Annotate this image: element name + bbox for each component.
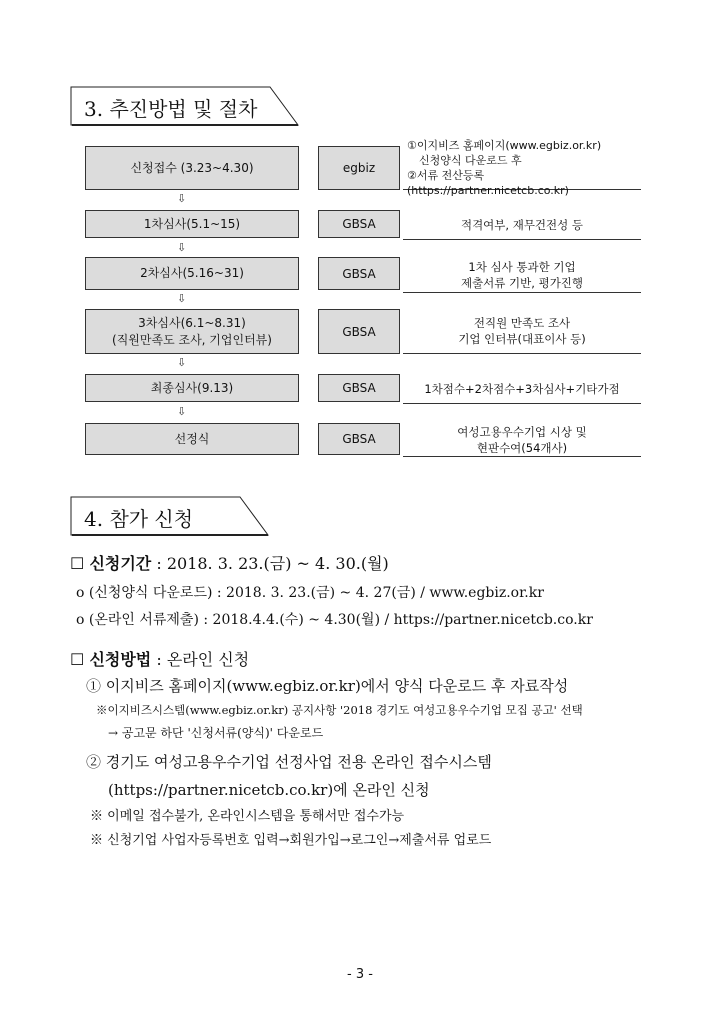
down-arrow-icon: ⇩ — [177, 292, 187, 305]
down-arrow-icon: ⇩ — [177, 241, 187, 254]
down-arrow-icon: ⇩ — [177, 405, 187, 418]
desc-line: 기업 인터뷰(대표이사 등) — [458, 332, 586, 346]
org-box: GBSA — [318, 374, 400, 402]
step-label: 2차심사(5.16~31) — [140, 266, 244, 280]
step-box — [85, 146, 299, 190]
application-method — [70, 647, 249, 670]
method-label: 신청방법 — [89, 650, 152, 669]
flow-row-final-review — [85, 374, 645, 420]
flow-row-ceremony — [85, 423, 645, 469]
step-box — [85, 309, 299, 354]
flow-row-apply — [85, 138, 645, 197]
method-step1: ① 이지비즈 홈페이지(www.egbiz.or.kr)에서 양식 다운로드 후 자료작성 — [86, 677, 569, 695]
desc-line: 신청양식 다운로드 후 — [419, 153, 522, 167]
checkbox-bullet-icon: ☐ — [70, 554, 85, 573]
period-item-download: o (신청양식 다운로드) : 2018. 3. 23.(금) ~ 4. 27(금) / www.egbiz.or.kr — [76, 585, 544, 601]
desc-line: ①이지비즈 홈페이지(www.egbiz.or.kr) — [407, 138, 602, 152]
method-step2-cont: (https://partner.nicetcb.co.kr)에 온라인 신청 — [108, 781, 430, 799]
desc-line: 여성고용우수기업 시상 및 — [457, 424, 587, 439]
org-box: GBSA — [318, 210, 400, 238]
step-label: (직원만족도 조사, 기업인터뷰) — [112, 332, 272, 347]
checkbox-bullet-icon: ☐ — [70, 650, 85, 669]
flow-row-second-review — [85, 257, 645, 303]
desc-line: 현판수여(54개사) — [476, 440, 568, 455]
step-box — [85, 257, 299, 290]
step-label: 최종심사(9.13) — [150, 380, 234, 395]
period-value: : 2018. 3. 23.(금) ~ 4. 30.(월) — [151, 554, 389, 573]
section3-heading — [70, 86, 300, 126]
org-box: GBSA — [318, 423, 400, 455]
down-arrow-icon: ⇩ — [177, 192, 187, 205]
method-step2: ② 경기도 여성고용우수기업 선정사업 전용 온라인 접수시스템 — [86, 753, 492, 771]
step-label: 1차심사(5.1~15) — [143, 216, 241, 231]
section4-heading — [70, 496, 270, 536]
down-arrow-icon: ⇩ — [177, 356, 187, 369]
flow-row-third-review — [85, 309, 645, 355]
section3-title: 3. 추진방법 및 절차 — [84, 97, 258, 121]
org-box: GBSA — [318, 257, 400, 290]
section4-title: 4. 참가 신청 — [84, 507, 194, 531]
method-note: ※ 이메일 접수불가, 온라인시스템을 통해서만 접수가능 — [90, 809, 405, 824]
step-description — [403, 309, 641, 354]
method-step1-note: → 공고문 하단 '신청서류(양식)' 다운로드 — [108, 726, 324, 740]
step-description — [403, 138, 641, 197]
application-period — [70, 551, 389, 574]
step-label: 선정식 — [174, 431, 210, 446]
org-box: GBSA — [318, 309, 400, 354]
method-step1-note: ※이지비즈시스템(www.egbiz.or.kr) 공지사항 '2018 경기도 여성고용우수기업 모집 공고' 선택 — [96, 703, 583, 717]
page-number: - 3 - — [347, 967, 373, 982]
step-box — [85, 423, 299, 455]
method-note: ※ 신청기업 사업자등록번호 입력→회원가입→로그인→제출서류 업로드 — [90, 833, 492, 848]
desc-line: 적격여부, 재무건전성 등 — [460, 217, 584, 232]
desc-line: 제출서류 기반, 평가진행 — [460, 275, 584, 290]
step-description — [403, 423, 641, 457]
desc-line: ②서류 전산등록(https://partner.nicetcb.co.kr) — [407, 168, 569, 197]
step-label: 신청접수 (3.23~4.30) — [130, 160, 254, 175]
step-box — [85, 210, 299, 238]
desc-line: 1차 심사 통과한 기업 — [468, 259, 576, 274]
step-description — [403, 257, 641, 293]
step-description — [403, 210, 641, 240]
flow-row-first-review — [85, 210, 645, 256]
period-item-online: o (온라인 서류제출) : 2018.4.4.(수) ~ 4.30(월) / https://partner.nicetcb.co.kr — [76, 612, 593, 628]
method-value: : 온라인 신청 — [151, 650, 250, 669]
step-description — [403, 374, 641, 404]
desc-line: 1차점수+2차점수+3차심사+기타가점 — [424, 381, 620, 396]
step-label: 3차심사(6.1~8.31) — [138, 315, 246, 330]
period-label: 신청기간 — [89, 554, 152, 573]
org-box: egbiz — [318, 146, 400, 190]
step-box — [85, 374, 299, 402]
desc-line: 전직원 만족도 조사 — [473, 316, 571, 330]
